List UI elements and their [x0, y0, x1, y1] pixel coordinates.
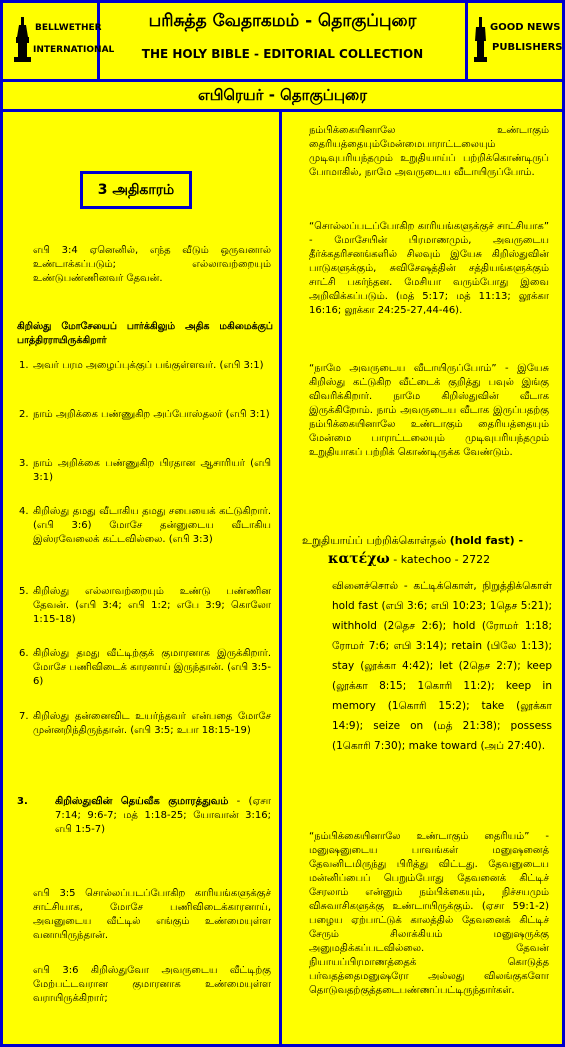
- bellwether-line-2: INTERNATIONAL: [33, 45, 115, 55]
- good-news-logo: [465, 3, 565, 79]
- english-title: THE HOLY BIBLE - EDITORIAL COLLECTION: [141, 47, 424, 61]
- list-number: 4.: [19, 506, 29, 517]
- list-item: [19, 359, 271, 373]
- word-study-english: (hold fast) -: [449, 534, 524, 547]
- list-item: [19, 710, 271, 738]
- section-title: எபிரெயர் - தொகுப்புரை: [3, 82, 562, 112]
- list-item: [19, 585, 271, 627]
- right-column: [282, 112, 562, 1044]
- section-3-number: 3.: [17, 796, 28, 807]
- header: [3, 3, 562, 82]
- header-titles: [100, 3, 465, 79]
- left-column: [3, 112, 282, 1044]
- list-item: [19, 408, 271, 422]
- bellwether-line-1: BELLWETHER: [35, 23, 102, 33]
- list-number: 6.: [19, 648, 29, 659]
- list-item: [19, 505, 271, 547]
- verb-definitions: வினைச்சொல் - கட்டிக்கொள், நிறுத்திக்கொள் hold fast (எபி 3:6; எபி 10:23; 1தெச 5:21); withhold (2தெச 2:6); hold (ரோமர் 1:18; ரோமர் 7:6; எபி 3:14); retain (பிலே 1:13); stay (லூக்கா 4:42); let (2தெச 2:7); keep (லூக்கா 8:15; 1கொரி 11:2); keep in memory (1கொரி 15:2); take (லூக்கா 14:9); seize on (மத் 21:38); possess (1கொரி 7:30); make toward (அப் 27:40).: [332, 580, 552, 752]
- section-3-refs: - (ஏசா 7:14; 9:6-7; மத் 1:18-25; யோவான் 3:16; எபி 1:5-7): [55, 796, 271, 835]
- good-news-line-1: GOOD NEWS: [490, 22, 561, 33]
- commentary-testimony: “சொல்லப்படப்போகிற காரியங்களுக்குச் சாட்சியாக” - மோசேயின் பிரமாணமும், அவருடைய தீர்க்கதரிசனங்களில் சிலவும் இயேசு கிறிஸ்துவின் பாடுகளுக்கும், சுவிசேஷத்தின் சத்தியங்களுக்கும் சாட்சி பகர்ந்தன. மேசியா வரும்போது இவை அறிவிக்கப்படும். (மத் 5:17; மத் 11:13; லூக்கா 16:16; லூக்கா 24:25-27,44-46).: [309, 221, 549, 316]
- bellwether-emblem-icon: [13, 17, 33, 63]
- list-number: 5.: [19, 586, 29, 597]
- list-number: 1.: [19, 360, 29, 371]
- word-study-term: உறுதியாய்ப் பற்றிக்கொள்தல்: [302, 534, 450, 547]
- section-heading: கிறிஸ்து மோசேயைப் பார்க்கிலும் அதிக மகிமைக்குப் பாத்திரராயிருக்கிறார்: [17, 321, 273, 346]
- word-study-heading: [302, 532, 554, 569]
- list-text: கிறிஸ்து எல்லாவற்றையும் உண்டு பண்ணின தேவன். (எபி 3:4; எபி 1:2; எபே 3:9; கொலோ 1:15-18): [33, 586, 271, 625]
- verse-3-6: எபி 3:6 கிறிஸ்துவோ அவருடைய வீட்டிற்கு மேற்பட்டவரான குமாரனாக உண்மையுள்ள வராயிருக்கிறார்;: [33, 965, 271, 1004]
- list-text: நாம் அறிக்கை பண்ணுகிற பிரதான ஆசாரியர் (எபி 3:1): [33, 458, 271, 483]
- list-text: அவர் பரம அழைப்புக்குப் பங்குள்ளவர். (எபி 3:1): [33, 360, 264, 371]
- list-text: கிறிஸ்து தன்னைவிட உயர்ந்தவர் என்பதை மோசே முன்னறிந்திருந்தான். (எபி 3:5; உபா 18:15-19): [33, 711, 271, 736]
- list-text: கிறிஸ்து தமது வீட்டிற்குக் குமாரனாக இருக்கிறார். மோசே பணிவிடைக் காரனாய் இருந்தான். (எபி 3:5-6): [33, 648, 271, 687]
- verse-continuation: நம்பிக்கையினாலே உண்டாகும் தைரியத்தையும்மேன்மைபாராட்டலையும் முடிவுபரியந்தமும் உறுதியாய்ப் பற்றிக்கொண்டிருப் போமாகில், நாமே அவருடைய வீடாயிருப்போம்.: [309, 125, 549, 178]
- list-item: [19, 457, 271, 485]
- verse-3-5: எபி 3:5 சொல்லப்படப்போகிற காரியங்களுக்குச் சாட்சியாக, மோசே பணிவிடைக்காரனாய், அவனுடைய வீட்டில் எங்கும் உண்மையுள்ள வனாயிருந்தான்.: [33, 888, 271, 941]
- list-number: 3.: [19, 458, 29, 469]
- section-3: [17, 795, 271, 837]
- section-3-heading: கிறிஸ்துவின் தெய்வீக குமாரத்துவம்: [55, 796, 229, 807]
- list-number: 7.: [19, 711, 29, 722]
- commentary-house: “நாமே அவருடைய வீடாயிருப்போம்” - இயேசு கிறிஸ்து கட்டுகிற வீட்டைக் குறித்து பவுல் இங்கு விவரிக்கிறார். நாமே கிறிஸ்துவின் வீடாக இருக்கிறோம். நாம் அவருடைய வீடாக இருப்பதற்கு நம்பிக்கையினாலே உண்டாகும் தைரியத்தையும் மேன்மை பாராட்டலையும் முடிவுபரியந்தமும் உறுதியாகப் பற்றிக் கொண்டிருக்க வேண்டும்.: [309, 363, 549, 458]
- good-news-line-2: PUBLISHERS: [492, 42, 563, 53]
- chapter-box: 3 அதிகாரம்: [80, 171, 192, 209]
- list-item: [19, 647, 271, 689]
- bellwether-logo: [3, 3, 115, 79]
- list-text: நாம் அறிக்கை பண்ணுகிற அப்போஸ்தலர் (எபி 3:1): [33, 409, 270, 420]
- commentary-confidence: “நம்பிக்கையினாலே உண்டாகும் தைரியம்” - மனுஷனுடைய பாவங்கள் மனுஷனைத் தேவனிடமிருந்து பிரித்து விட்டது. தேவனுடைய மன்னிப்பைப் பெறும்போது தேவனைக் கிட்டிச் சேரலாம் என்னும் நம்பிக்கையும், நிச்சயமும் விசுவாசிகளுக்கு உண்டாயிருக்கும். (ஏசா 59:1-2) பழைய ஏற்பாட்டுக் காலத்தில் தேவனைக் கிட்டிச் சேரும் சிலாக்கியம் மனுஷருக்கு அனுமதிக்கப்படவில்லை. தேவன் நியாயப்பிரமாணத்தைக் கொடுத்த பர்வதத்தைமனுஷரோ அல்லது விலங்குகளோ தொடுவதற்குத்தடைபண்ணப்பட்டிருந்தார்கள்.: [309, 831, 549, 996]
- good-news-emblem-icon: [474, 17, 488, 63]
- list-number: 2.: [19, 409, 29, 420]
- list-text: கிறிஸ்து தமது வீடாகிய தமது சபையைக் கட்டுகிறார். (எபி 3:6) மோசே தன்னுடைய வீடாகிய இஸ்ரவேலைக் கட்டவில்லை. (எபி 3:3): [33, 506, 271, 545]
- intro-verse: எபி 3:4 ஏனெனில், எந்த வீடும் ஒருவனால் உண்டாக்கப்படும்; எல்லாவற்றையும் உண்டுபண்ணினவர் தேவன்.: [33, 245, 271, 284]
- transliteration: - katechoo - 2722: [389, 553, 491, 566]
- greek-word: κατέχω: [328, 551, 390, 567]
- tamil-title: பரிசுத்த வேதாகமம் - தொகுப்புரை: [148, 11, 417, 31]
